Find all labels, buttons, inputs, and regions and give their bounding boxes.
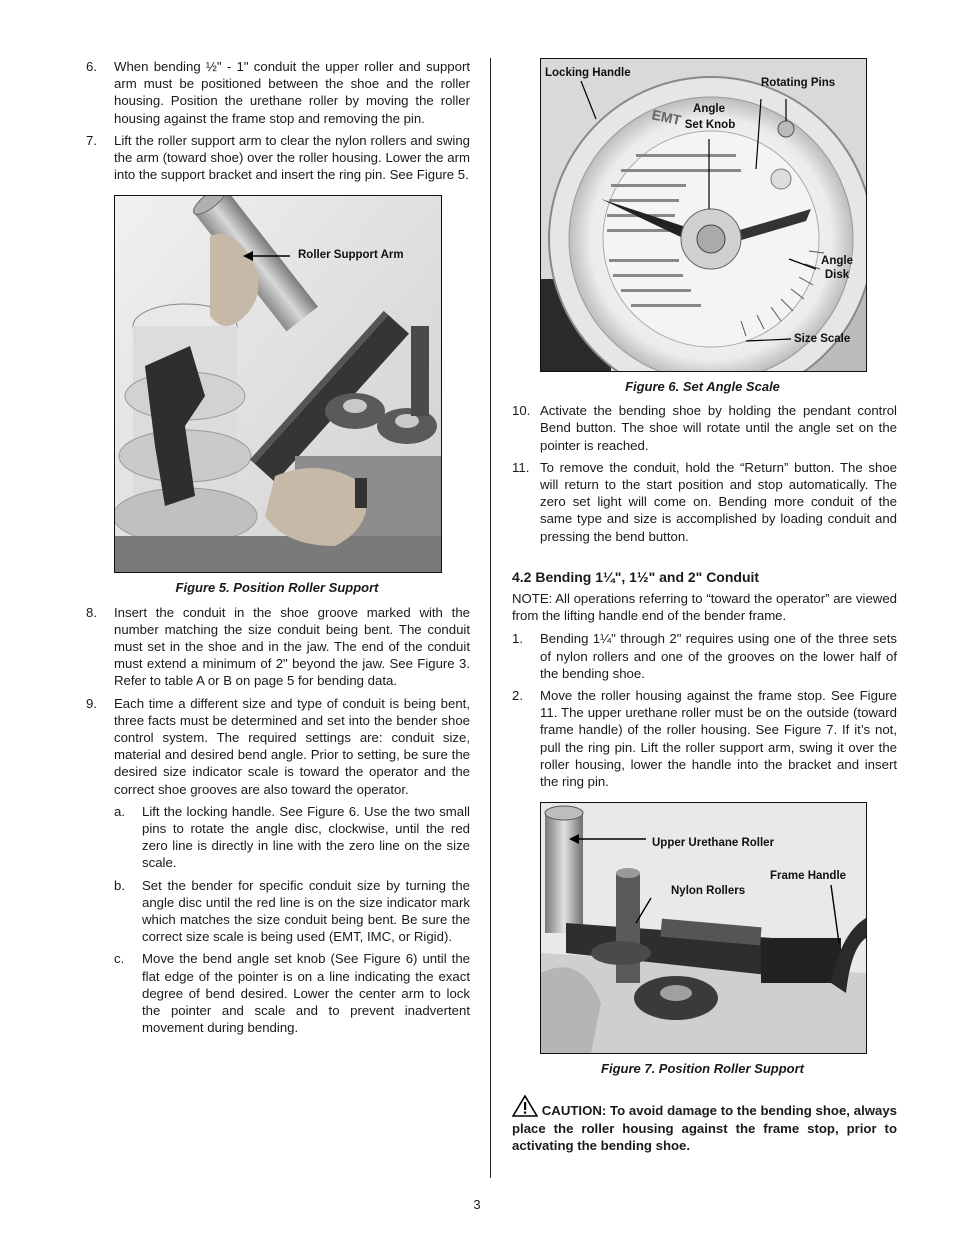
step-7: 7. Lift the roller support arm to clear the nylon rollers and swing the arm (toward shoe) over the roller housing. Lower the arm into the support bracket and insert the ring pin. See Figure 5. xyxy=(86,132,470,183)
step-2-text: Move the roller housing against the frame stop. See Figure 11. The upper urethane roller must be on the outside (toward frame handle) of the roller housing. See Figure 7. If it’s not, pull the ring pin. Lift the roller support arm, swing it over the roller housing, lower the handle into the bracket and insert the ring pin. xyxy=(540,688,897,790)
step-11: 11. To remove the conduit, hold the “Return” button. The shoe will return to the start position and stop automatically. The zero set light will come on. Bending more conduit of the same type and size is accomplished by loading conduit and pressing the bend button. xyxy=(512,459,897,544)
step-9a-text: Lift the locking handle. See Figure 6. Use the two small pins to rotate the angle disc, clockwise, until the red zero line is directly in line with the zero line on the size scale. xyxy=(142,803,470,871)
figure-6-photo xyxy=(540,58,867,372)
label-angle-set-knob: Angle xyxy=(693,103,725,115)
step-9a: a. Lift the locking handle. See Figure 6. Use the two small pins to rotate the angle disc, clockwise, until the red zero line is directly in line with the zero line on the size scale. xyxy=(114,803,470,871)
section-heading: 4.2 Bending 1¼", 1½" and 2" Conduit xyxy=(512,568,760,585)
warning-icon xyxy=(512,1095,538,1117)
step-10: 10. Activate the bending shoe by holding the pendant control Bend button. The shoe will rotate until the angle set on the pointer is reached. xyxy=(512,403,897,453)
label-locking-handle: Locking Handle xyxy=(545,67,631,79)
label-frame-handle: Frame Handle xyxy=(770,870,847,883)
left-column xyxy=(86,58,470,1042)
step-6: 6. When bending ½" - 1" conduit the upper roller and support arm must be positioned between the shoe and the roller housing. Position the urethane roller by moving the roller housing against the frame stop and removing the pin. xyxy=(86,59,470,126)
label-angle-set-knob-line2: Set Knob xyxy=(684,119,736,131)
figure-5-caption: Figure 5. Position Roller Support xyxy=(175,580,379,596)
caution-text: CAUTION: To avoid damage to the bending shoe, always place the roller housing against the frame stop, prior to activating the bending shoe. xyxy=(512,1103,897,1153)
step-8: 8. Insert the conduit in the shoe groove marked with the number matching the size conduit being bent. The conduit must set in the shoe and in the jaw. The end of the conduit must extend a minimum of 2" beyond the jaw. See Figure 3. Refer to table A or B on page 5 for bending data. xyxy=(86,604,470,689)
step-1: 1. Bending 1¼" through 2" requires using one of the three sets of nylon rollers and one of the grooves on the lower half of the bending shoe. xyxy=(512,631,897,681)
dial-emt-text: EMT xyxy=(650,106,683,129)
step-9-text: Each time a different size and type of conduit is being bent, three facts must be determined and set into the bender shoe control system. The required settings are: conduit size, material and desired bend angle. Prior to setting, be sure the desired size indicator scale is toward the operator and the correct shoe grooves are also toward the operator. xyxy=(114,695,470,797)
figure-7-caption: Figure 7. Position Roller Support xyxy=(601,1061,804,1077)
caution-block xyxy=(512,1095,897,1154)
label-roller-support-arm: Roller Support Arm xyxy=(298,249,404,262)
figure-6-caption: Figure 6. Set Angle Scale xyxy=(625,379,780,394)
step-9c: c. Move the bend angle set knob (See Figure 6) until the flat edge of the pointer is on a line indicating the exact degree of bend desired. Lower the center arm to lock the pointer and scale and to prevent inadvertent movement during bending. xyxy=(114,951,470,1036)
label-nylon-rollers: Nylon Rollers xyxy=(671,885,746,898)
step-1-text: Bending 1¼" through 2" requires using one of the three sets of nylon rollers and one of the grooves on the lower half of the bending shoe. xyxy=(540,631,897,681)
column-divider xyxy=(490,58,491,1178)
step-9b-text: Set the bender for specific conduit size by turning the angle disc until the red line is on the size indicator mark which matches the size conduit being bent. Be sure the correct size scale is being used (EMT, IMC, or Rigid). xyxy=(142,877,470,945)
page-number: 3 xyxy=(473,1197,481,1212)
step-11-text: To remove the conduit, hold the “Return” button. The shoe will return to the start position and stop automatically. The zero set light will come on. Bending more conduit of the same type and size is accomplished by loading conduit and pressing the bend button. xyxy=(540,459,897,544)
right-column xyxy=(512,58,897,1154)
label-size-scale: Size Scale xyxy=(794,333,851,345)
step-2: 2. Move the roller housing against the frame stop. See Figure 11. The upper urethane roller must be on the outside (toward frame handle) of the roller housing. See Figure 7. If it’s not, pull the ring pin. Lift the roller support arm, swing it over the roller housing, lower the handle into the bracket and insert the ring pin. xyxy=(512,688,897,790)
step-10-text: Activate the bending shoe by holding the pendant control Bend button. The shoe will rotate until the angle set on the pointer is reached. xyxy=(540,403,897,453)
figure-7-photo xyxy=(540,802,867,1054)
figure-5-photo xyxy=(114,195,442,573)
step-6-text: When bending ½" - 1" conduit the upper roller and support arm must be positioned between the shoe and the roller housing. Position the urethane roller by moving the roller housing against the frame stop and removing the pin. xyxy=(114,59,470,126)
note-text: NOTE: All operations referring to “toward the operator” are viewed from the lifting handle end of the bender frame. xyxy=(512,591,897,624)
step-7-text: Lift the roller support arm to clear the nylon rollers and swing the arm (toward shoe) over the roller housing. Lower the arm into the support bracket and insert the ring pin. See Figure 5. xyxy=(114,132,470,183)
label-upper-urethane-roller: Upper Urethane Roller xyxy=(652,837,775,850)
step-8-text: Insert the conduit in the shoe groove marked with the number matching the size conduit being bent. The conduit must set in the shoe and in the jaw. The end of the conduit must extend a minimum of 2" beyond the jaw. See Figure 3. Refer to table A or B on page 5 for bending data. xyxy=(114,604,470,689)
label-angle-disk: Angle Disk xyxy=(821,255,853,281)
step-9c-text: Move the bend angle set knob (See Figure 6) until the flat edge of the pointer is on a line indicating the exact degree of bend desired. Lower the center arm to lock the pointer and scale and to prevent inadvertent movement during bending. xyxy=(142,951,470,1036)
label-rotating-pins: Rotating Pins xyxy=(761,77,836,89)
step-9b: b. Set the bender for specific conduit size by turning the angle disc until the red line is on the size indicator mark which matches the size conduit being bent. Be sure the correct size scale is being used (EMT, IMC, or Rigid). xyxy=(114,877,470,945)
step-9: 9. Each time a different size and type of conduit is being bent, three facts must be determined and set into the bender shoe control system. The required settings are: conduit size, material and desired bend angle. Prior to setting, be sure the desired size indicator scale is toward the operator and the correct shoe grooves are also toward the operator. xyxy=(86,695,470,797)
